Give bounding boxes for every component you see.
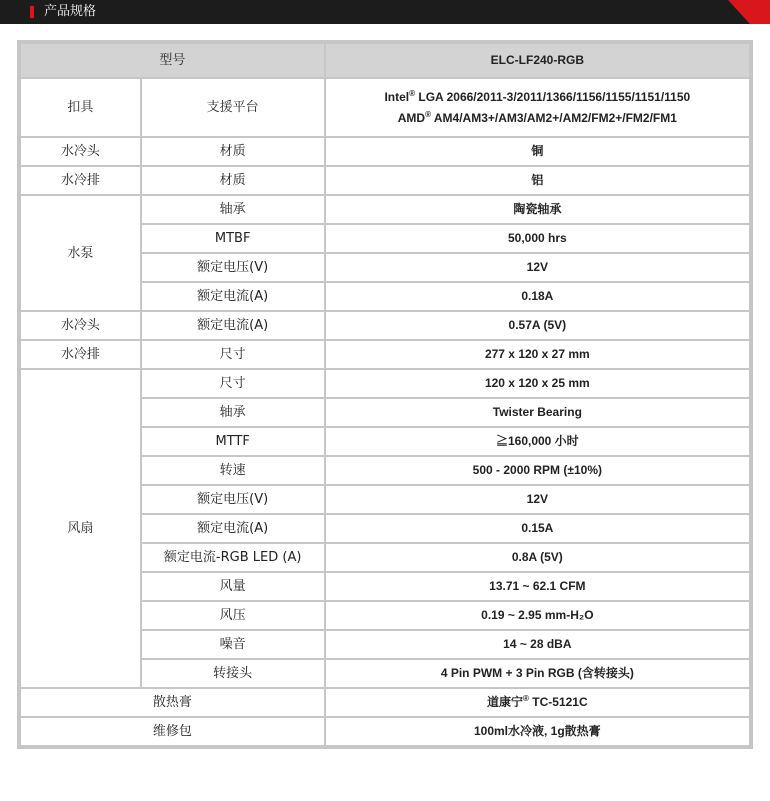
category-cell: 水冷排	[19, 166, 141, 195]
spec-label: 材质	[141, 166, 325, 195]
spec-value: 100ml水冷液, 1g散热膏	[325, 717, 751, 747]
spec-label: 尺寸	[141, 340, 325, 369]
category-cell: 水泵	[19, 195, 141, 311]
section-banner	[0, 0, 770, 24]
spec-table-container	[17, 40, 753, 749]
spec-label: 噪音	[141, 630, 325, 659]
spec-value: Twister Bearing	[325, 398, 751, 427]
spec-label: 维修包	[19, 717, 325, 747]
category-cell: 水冷头	[19, 311, 141, 340]
spec-label: 风压	[141, 601, 325, 630]
spec-label: 轴承	[141, 398, 325, 427]
spec-label: 额定电流(A)	[141, 311, 325, 340]
spec-value: 12V	[325, 253, 751, 282]
table-row	[19, 717, 751, 747]
table-row	[19, 166, 751, 195]
spec-value: 13.71 ~ 62.1 CFM	[325, 572, 751, 601]
spec-value: 277 x 120 x 27 mm	[325, 340, 751, 369]
spec-label: 额定电压(V)	[141, 253, 325, 282]
spec-value: 4 Pin PWM + 3 Pin RGB (含转接头)	[325, 659, 751, 688]
spec-value: 铝	[325, 166, 751, 195]
table-row	[19, 688, 751, 717]
header-label: 型号	[19, 42, 325, 78]
spec-label: 支援平台	[141, 78, 325, 137]
spec-label: MTTF	[141, 427, 325, 456]
spec-value: 0.15A	[325, 514, 751, 543]
amd-platform: AMD® AM4/AM3+/AM3/AM2+/AM2/FM2+/FM2/FM1	[397, 109, 677, 125]
platform-value	[325, 78, 751, 137]
spec-label: 转接头	[141, 659, 325, 688]
spec-value: 120 x 120 x 25 mm	[325, 369, 751, 398]
spec-value: 14 ~ 28 dBA	[325, 630, 751, 659]
spec-table	[17, 40, 753, 749]
spec-value: 0.57A (5V)	[325, 311, 751, 340]
table-row	[19, 311, 751, 340]
table-row	[19, 369, 751, 398]
spec-label: MTBF	[141, 224, 325, 253]
category-cell: 水冷排	[19, 340, 141, 369]
spec-value: 0.19 ~ 2.95 mm-H₂O	[325, 601, 751, 630]
spec-label: 材质	[141, 137, 325, 166]
spec-label: 尺寸	[141, 369, 325, 398]
category-cell: 风扇	[19, 369, 141, 688]
section-title: 产品规格	[44, 4, 97, 19]
spec-value: 铜	[325, 137, 751, 166]
spec-value: 500 - 2000 RPM (±10%)	[325, 456, 751, 485]
table-row	[19, 340, 751, 369]
spec-label: 散热膏	[19, 688, 325, 717]
table-row	[19, 137, 751, 166]
spec-label: 额定电流-RGB LED (A)	[141, 543, 325, 572]
category-cell: 水冷头	[19, 137, 141, 166]
table-header-row	[19, 42, 751, 78]
banner-dark-band	[0, 0, 752, 24]
table-row	[19, 195, 751, 224]
table-row	[19, 78, 751, 137]
spec-label: 轴承	[141, 195, 325, 224]
spec-label: 风量	[141, 572, 325, 601]
spec-label: 转速	[141, 456, 325, 485]
spec-value: 0.8A (5V)	[325, 543, 751, 572]
banner-marker	[30, 6, 34, 18]
spec-label: 额定电压(V)	[141, 485, 325, 514]
spec-value: 50,000 hrs	[325, 224, 751, 253]
spec-label: 额定电流(A)	[141, 514, 325, 543]
spec-label: 额定电流(A)	[141, 282, 325, 311]
category-cell: 扣具	[19, 78, 141, 137]
spec-value: 0.18A	[325, 282, 751, 311]
spec-value: ≧160,000 小时	[325, 427, 751, 456]
header-model: ELC-LF240-RGB	[325, 42, 751, 78]
spec-value: 陶瓷轴承	[325, 195, 751, 224]
thermal-paste-value: 道康宁® TC-5121C	[325, 688, 751, 717]
intel-platform: Intel® LGA 2066/2011-3/2011/1366/1156/1155/1151/1150	[384, 88, 691, 104]
spec-value: 12V	[325, 485, 751, 514]
